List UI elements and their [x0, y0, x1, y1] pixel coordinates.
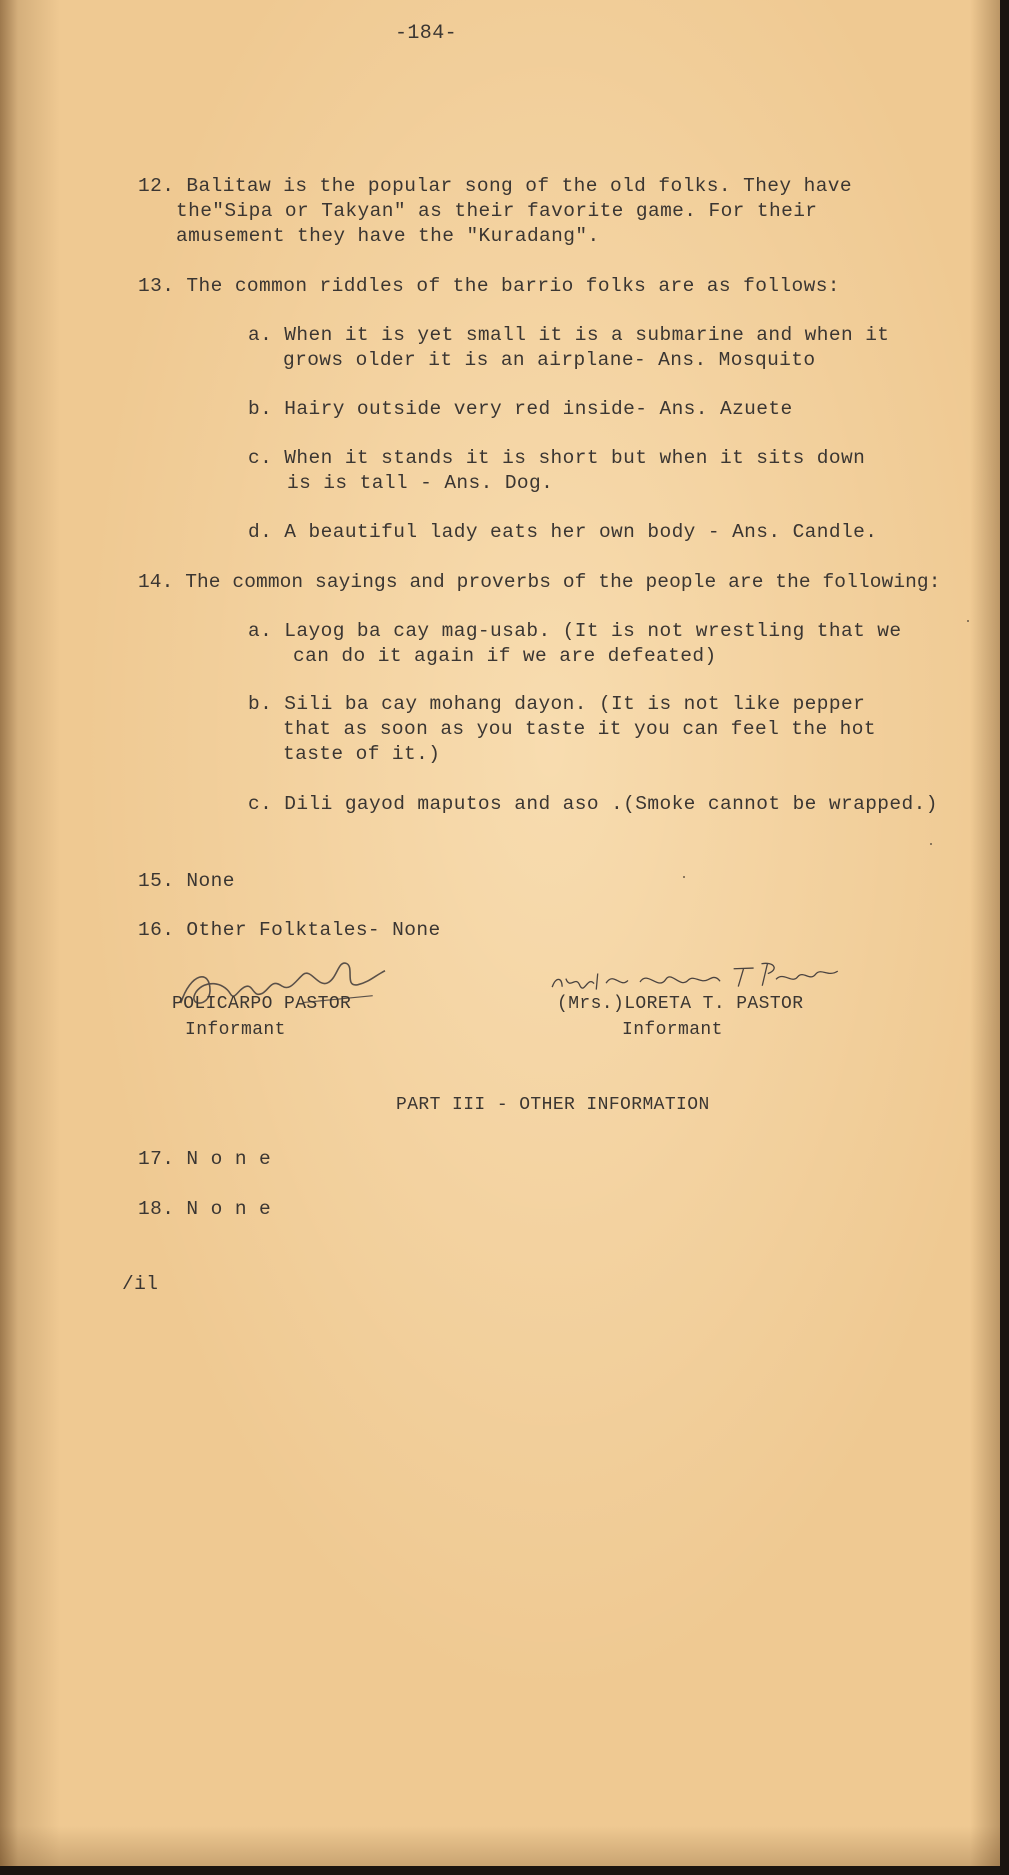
informant-left-role: Informant — [185, 1020, 286, 1040]
item-18: 18. N o n e — [138, 1198, 272, 1220]
proverb-b-line-1: b. Sili ba cay mohang dayon. (It is not like pepper — [248, 693, 866, 715]
item-14-intro: 14. The common sayings and proverbs of the people are the following: — [138, 571, 941, 593]
item-12-line-2: the"Sipa or Takyan" as their favorite game. For their — [176, 200, 818, 222]
riddle-a-line-2: grows older it is an airplane- Ans. Mosquito — [283, 349, 816, 371]
item-12-line-3: amusement they have the "Kuradang". — [176, 225, 600, 247]
proverb-c: c. Dili gayod maputos and aso .(Smoke cannot be wrapped.) — [248, 793, 938, 815]
margin-speck — [967, 620, 969, 622]
item-12-line-1: 12. Balitaw is the popular song of the old folks. They have — [138, 175, 853, 197]
part-three-heading: PART III - OTHER INFORMATION — [396, 1095, 710, 1115]
item-13-intro: 13. The common riddles of the barrio folks are as follows: — [138, 275, 840, 297]
page-number: -184- — [395, 22, 458, 45]
proverb-b-line-2: that as soon as you taste it you can feel the hot — [283, 718, 876, 740]
signature-scribble-right — [547, 955, 848, 999]
item-15: 15. None — [138, 870, 235, 892]
signature-handwritten-left — [170, 948, 394, 1028]
informant-right-name: (Mrs.)LORETA T. PASTOR — [557, 994, 804, 1014]
informant-right-role: Informant — [622, 1020, 723, 1040]
riddle-c-line-2: is is tall - Ans. Dog. — [287, 472, 554, 494]
margin-speck — [930, 843, 932, 845]
item-17: 17. N o n e — [138, 1148, 272, 1170]
proverb-a-line-2: can do it again if we are defeated) — [293, 645, 717, 667]
show-through-text — [190, 1290, 213, 1414]
proverb-a-line-1: a. Layog ba cay mag-usab. (It is not wrestling that we — [248, 620, 902, 642]
item-16: 16. Other Folktales- None — [138, 919, 441, 941]
riddle-a-line-1: a. When it is yet small it is a submarine and when it — [248, 324, 890, 346]
typist-initials: /il — [122, 1273, 159, 1295]
riddle-d: d. A beautiful lady eats her own body - Ans. Candle. — [248, 521, 878, 543]
margin-speck — [683, 876, 685, 878]
informant-left-name: POLICARPO PASTOR — [172, 994, 352, 1014]
proverb-b-line-3: taste of it.) — [283, 743, 441, 765]
riddle-c-line-1: c. When it stands it is short but when it sits down — [248, 447, 866, 469]
riddle-b: b. Hairy outside very red inside- Ans. Azuete — [248, 398, 793, 420]
